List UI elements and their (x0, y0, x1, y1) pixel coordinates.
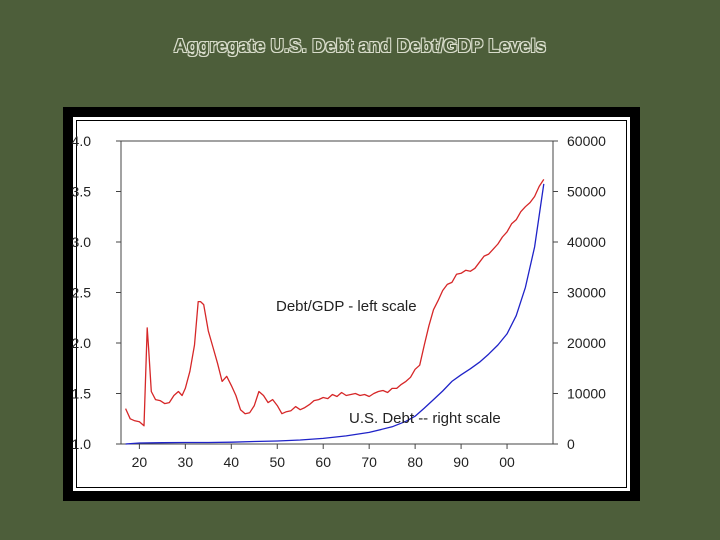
left-axis-tick-label: 4.0 (71, 133, 91, 149)
slide-title: Aggregate U.S. Debt and Debt/GDP Levels (173, 36, 547, 56)
right-axis-tick-label: 20000 (567, 335, 606, 351)
plot-area (121, 141, 553, 444)
chart-svg (63, 107, 640, 501)
x-axis-tick-label: 30 (177, 454, 194, 470)
right-axis-tick-label: 50000 (567, 183, 606, 200)
left-axis-tick-label: 1.5 (71, 385, 91, 402)
x-axis-tick-label: 20 (131, 454, 148, 470)
left-axis-tick-label: 2.5 (71, 284, 91, 301)
x-axis-tick-label: 70 (361, 454, 377, 470)
right-axis-tick-label: 40000 (567, 234, 606, 250)
right-axis-tick-label: 0 (567, 436, 575, 452)
x-axis-tick-label: 60 (315, 454, 332, 470)
left-axis-tick-label: 2.0 (71, 335, 91, 351)
x-axis-tick-label: 90 (453, 454, 469, 470)
left-axis-tick-label: 3.0 (71, 234, 91, 250)
x-axis-tick-label: 40 (223, 454, 240, 470)
left-axis-tick-label: 1.0 (71, 436, 91, 452)
us-debt-annotation: U.S. Debt -- right scale (349, 410, 501, 427)
x-axis-tick-label: 00 (499, 454, 515, 470)
right-axis-tick-label: 10000 (567, 385, 606, 402)
x-axis-tick-label: 80 (407, 454, 423, 470)
debt-gdp-annotation: Debt/GDP - left scale (276, 298, 417, 315)
right-axis-tick-label: 60000 (567, 133, 606, 149)
chart-frame (63, 107, 640, 501)
left-axis-tick-label: 3.5 (71, 183, 91, 200)
x-axis-tick-label: 50 (269, 454, 286, 470)
right-axis-tick-label: 30000 (567, 284, 606, 301)
